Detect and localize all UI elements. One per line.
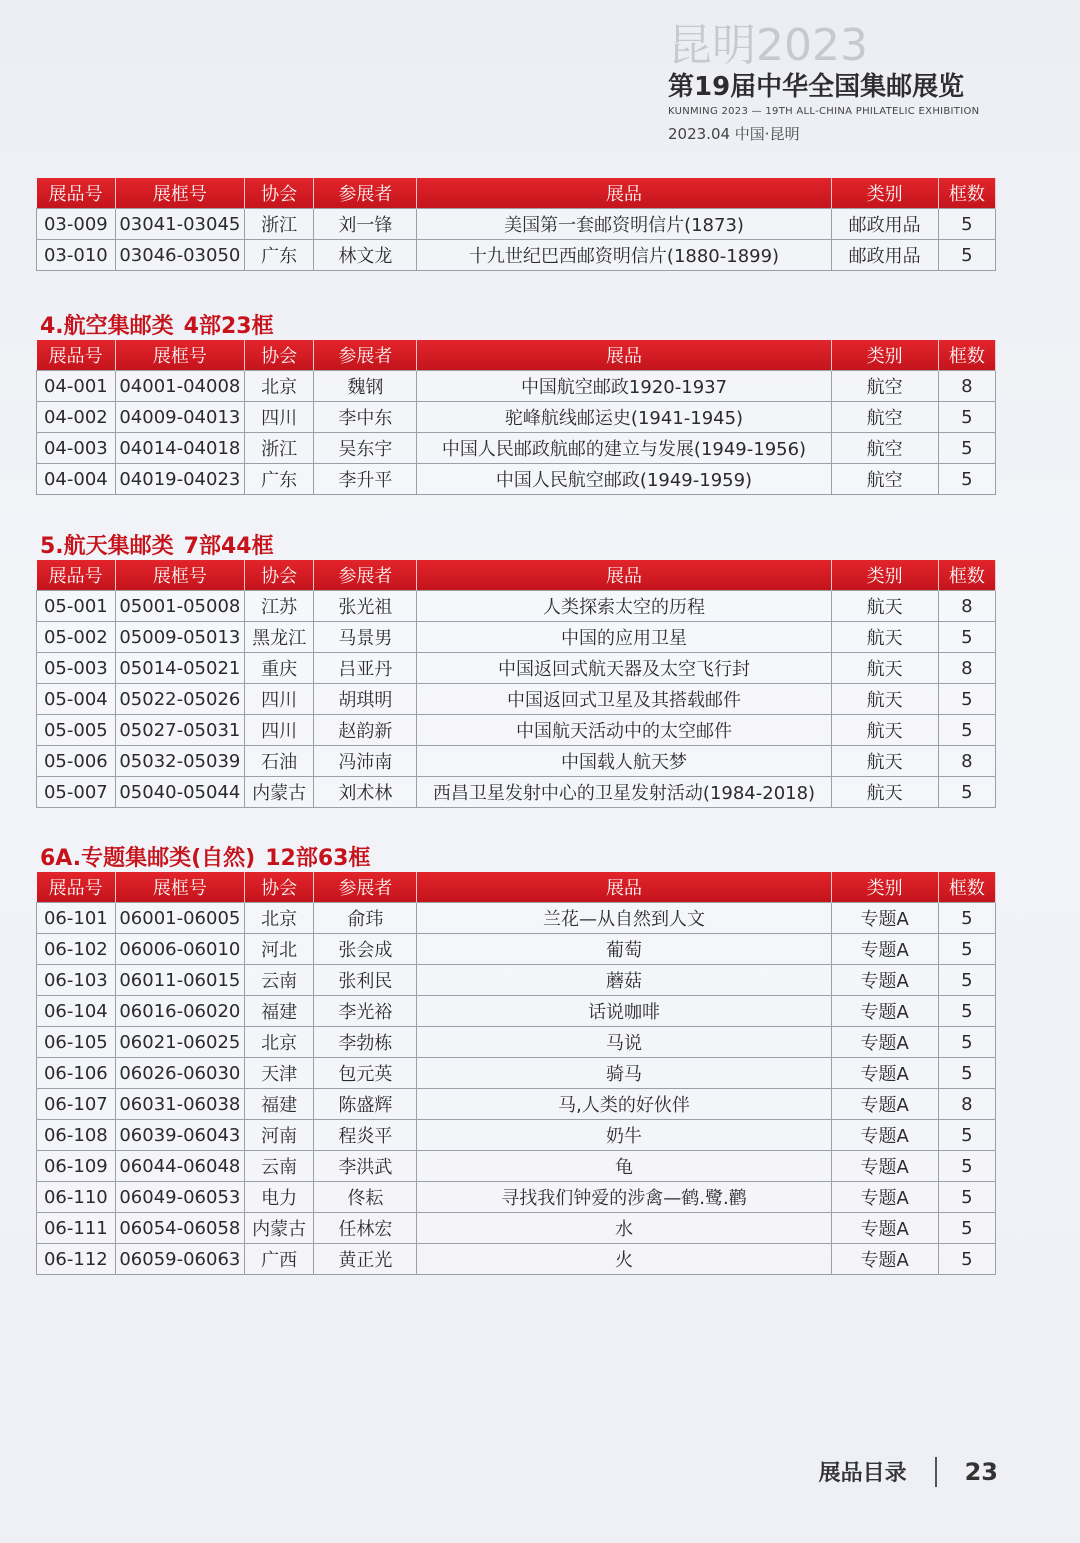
section-count: 12部63框 (265, 846, 371, 871)
cell-exhibitor: 冯沛南 (314, 746, 417, 777)
cell-exhibitor: 李勃栋 (314, 1027, 417, 1058)
table-row (37, 934, 996, 965)
cell-category: 航天 (831, 715, 938, 746)
cell-frame-no: 05001-05008 (115, 591, 244, 622)
exhibition-header (668, 22, 998, 144)
cell-category: 邮政用品 (831, 209, 938, 240)
column-header-exhibitor: 参展者 (314, 340, 417, 371)
table-row (37, 1151, 996, 1182)
cell-frame-no: 06016-06020 (115, 996, 244, 1027)
cell-exhibitor: 包元英 (314, 1058, 417, 1089)
cell-frame-count: 5 (938, 777, 995, 808)
cell-association: 电力 (245, 1182, 314, 1213)
table-row (37, 433, 996, 464)
column-header-exhibit-title: 展品 (417, 872, 831, 903)
footer-label: 展品目录 (818, 1461, 907, 1486)
column-header-category: 类别 (831, 340, 938, 371)
cell-exhibit-title: 中国返回式卫星及其搭载邮件 (417, 684, 831, 715)
column-header-exhibit-no: 展品号 (37, 340, 116, 371)
table-row (37, 1089, 996, 1120)
cell-exhibit-title: 马,人类的好伙伴 (417, 1089, 831, 1120)
cell-frame-count: 5 (938, 1213, 995, 1244)
column-header-exhibit-title: 展品 (417, 340, 831, 371)
column-header-exhibit-title: 展品 (417, 178, 831, 209)
cell-frame-count: 5 (938, 1120, 995, 1151)
cell-exhibitor: 魏钢 (314, 371, 417, 402)
cell-frame-count: 5 (938, 402, 995, 433)
cell-exhibit-no: 03-010 (37, 240, 116, 271)
cell-exhibit-no: 06-104 (37, 996, 116, 1027)
cell-category: 航天 (831, 622, 938, 653)
cell-exhibit-no: 05-002 (37, 622, 116, 653)
cell-frame-no: 05009-05013 (115, 622, 244, 653)
table-row (37, 715, 996, 746)
cell-category: 专题A (831, 1244, 938, 1275)
cell-exhibit-no: 06-108 (37, 1120, 116, 1151)
cell-exhibit-no: 06-101 (37, 903, 116, 934)
section-title (40, 309, 274, 340)
table-row (37, 746, 996, 777)
table-row (37, 591, 996, 622)
cell-exhibitor: 马景男 (314, 622, 417, 653)
footer-divider (935, 1457, 937, 1487)
cell-category: 专题A (831, 1120, 938, 1151)
cell-association: 浙江 (245, 209, 314, 240)
table-header-row (37, 178, 996, 209)
cell-exhibit-title: 寻找我们钟爱的涉禽—鹤.鹭.鹳 (417, 1182, 831, 1213)
section-name: 4.航空集邮类 (40, 314, 174, 339)
cell-exhibitor: 张利民 (314, 965, 417, 996)
cell-exhibit-no: 05-006 (37, 746, 116, 777)
column-header-association: 协会 (245, 178, 314, 209)
cell-category: 专题A (831, 1089, 938, 1120)
column-header-category: 类别 (831, 560, 938, 591)
cell-exhibit-title: 中国的应用卫星 (417, 622, 831, 653)
cell-exhibitor: 李中东 (314, 402, 417, 433)
cell-exhibitor: 俞玮 (314, 903, 417, 934)
cell-association: 内蒙古 (245, 1213, 314, 1244)
cell-frame-count: 5 (938, 934, 995, 965)
cell-association: 四川 (245, 684, 314, 715)
section-name: 6A.专题集邮类(自然) (40, 846, 256, 871)
table-row (37, 1182, 996, 1213)
column-header-frame-no: 展框号 (115, 340, 244, 371)
cell-association: 四川 (245, 402, 314, 433)
table-row (37, 684, 996, 715)
cell-frame-count: 5 (938, 433, 995, 464)
cell-frame-no: 05040-05044 (115, 777, 244, 808)
cell-frame-count: 5 (938, 240, 995, 271)
cell-exhibitor: 刘术林 (314, 777, 417, 808)
cell-exhibit-no: 05-007 (37, 777, 116, 808)
column-header-category: 类别 (831, 872, 938, 903)
cell-category: 专题A (831, 1213, 938, 1244)
cell-category: 航天 (831, 591, 938, 622)
cell-frame-no: 06006-06010 (115, 934, 244, 965)
cell-exhibitor: 张光祖 (314, 591, 417, 622)
cell-frame-count: 5 (938, 622, 995, 653)
table-row (37, 996, 996, 1027)
cell-frame-no: 06026-06030 (115, 1058, 244, 1089)
cell-exhibit-no: 05-003 (37, 653, 116, 684)
cell-exhibitor: 李升平 (314, 464, 417, 495)
table-header-row (37, 560, 996, 591)
cell-category: 专题A (831, 903, 938, 934)
cell-category: 航空 (831, 371, 938, 402)
table-row (37, 965, 996, 996)
cell-exhibit-no: 06-107 (37, 1089, 116, 1120)
column-header-exhibitor: 参展者 (314, 872, 417, 903)
cell-exhibitor: 李洪武 (314, 1151, 417, 1182)
cell-frame-count: 8 (938, 746, 995, 777)
exhibit-table (36, 340, 996, 495)
cell-frame-no: 03046-03050 (115, 240, 244, 271)
table-row (37, 1244, 996, 1275)
cell-frame-no: 05027-05031 (115, 715, 244, 746)
cell-exhibitor: 佟耘 (314, 1182, 417, 1213)
cell-exhibit-title: 水 (417, 1213, 831, 1244)
table-row (37, 622, 996, 653)
column-header-exhibit-no: 展品号 (37, 560, 116, 591)
cell-exhibit-no: 04-003 (37, 433, 116, 464)
cell-frame-no: 03041-03045 (115, 209, 244, 240)
cell-exhibit-title: 中国航天活动中的太空邮件 (417, 715, 831, 746)
cell-category: 航空 (831, 464, 938, 495)
column-header-exhibitor: 参展者 (314, 178, 417, 209)
cell-exhibit-no: 04-001 (37, 371, 116, 402)
cell-frame-no: 06031-06038 (115, 1089, 244, 1120)
cell-association: 广东 (245, 464, 314, 495)
cell-frame-no: 06021-06025 (115, 1027, 244, 1058)
column-header-frame-no: 展框号 (115, 178, 244, 209)
column-header-frame-count: 框数 (938, 178, 995, 209)
cell-association: 广西 (245, 1244, 314, 1275)
cell-exhibitor: 吴东宇 (314, 433, 417, 464)
cell-exhibit-no: 06-103 (37, 965, 116, 996)
table-header-row (37, 872, 996, 903)
cell-frame-count: 5 (938, 903, 995, 934)
column-header-frame-count: 框数 (938, 872, 995, 903)
section-count: 4部23框 (183, 314, 274, 339)
page-number: 23 (964, 1457, 998, 1486)
table-row (37, 903, 996, 934)
cell-category: 专题A (831, 996, 938, 1027)
cell-frame-no: 06001-06005 (115, 903, 244, 934)
cell-frame-count: 5 (938, 1058, 995, 1089)
cell-frame-no: 06049-06053 (115, 1182, 244, 1213)
cell-association: 重庆 (245, 653, 314, 684)
table-row (37, 653, 996, 684)
cell-frame-count: 8 (938, 591, 995, 622)
cell-exhibitor: 任林宏 (314, 1213, 417, 1244)
cell-exhibit-no: 06-109 (37, 1151, 116, 1182)
cell-exhibit-title: 蘑菇 (417, 965, 831, 996)
cell-exhibit-no: 06-110 (37, 1182, 116, 1213)
table-row (37, 777, 996, 808)
exhibit-table (36, 178, 996, 271)
cell-category: 航天 (831, 653, 938, 684)
cell-exhibitor: 吕亚丹 (314, 653, 417, 684)
table-row (37, 464, 996, 495)
table-row (37, 402, 996, 433)
cell-association: 河北 (245, 934, 314, 965)
cell-frame-no: 06044-06048 (115, 1151, 244, 1182)
column-header-frame-no: 展框号 (115, 872, 244, 903)
cell-exhibit-title: 中国人民航空邮政(1949-1959) (417, 464, 831, 495)
cell-exhibit-title: 中国载人航天梦 (417, 746, 831, 777)
cell-exhibit-title: 驼峰航线邮运史(1941-1945) (417, 402, 831, 433)
cell-frame-count: 8 (938, 371, 995, 402)
cell-frame-count: 5 (938, 1244, 995, 1275)
cell-frame-no: 04014-04018 (115, 433, 244, 464)
column-header-category: 类别 (831, 178, 938, 209)
table-row (37, 1058, 996, 1089)
cell-category: 航天 (831, 746, 938, 777)
cell-category: 专题A (831, 1182, 938, 1213)
cell-association: 云南 (245, 965, 314, 996)
cell-exhibitor: 刘一锋 (314, 209, 417, 240)
cell-association: 江苏 (245, 591, 314, 622)
section-title (40, 841, 370, 872)
cell-association: 黑龙江 (245, 622, 314, 653)
cell-category: 专题A (831, 1027, 938, 1058)
cell-frame-count: 5 (938, 996, 995, 1027)
cell-category: 专题A (831, 965, 938, 996)
cell-association: 河南 (245, 1120, 314, 1151)
cell-exhibit-title: 中国航空邮政1920-1937 (417, 371, 831, 402)
header-title: 第19届中华全国集邮展览 (668, 72, 965, 102)
cell-association: 福建 (245, 1089, 314, 1120)
header-date-place: 2023.04 中国·昆明 (668, 125, 800, 143)
column-header-exhibit-title: 展品 (417, 560, 831, 591)
cell-frame-no: 04009-04013 (115, 402, 244, 433)
cell-frame-no: 05032-05039 (115, 746, 244, 777)
column-header-association: 协会 (245, 560, 314, 591)
cell-association: 北京 (245, 371, 314, 402)
cell-frame-count: 5 (938, 464, 995, 495)
column-header-association: 协会 (245, 340, 314, 371)
cell-exhibitor: 张会成 (314, 934, 417, 965)
cell-frame-no: 05022-05026 (115, 684, 244, 715)
cell-association: 云南 (245, 1151, 314, 1182)
column-header-exhibit-no: 展品号 (37, 178, 116, 209)
section-title (40, 529, 274, 560)
cell-exhibit-no: 04-004 (37, 464, 116, 495)
cell-exhibit-title: 兰花—从自然到人文 (417, 903, 831, 934)
table-row (37, 1027, 996, 1058)
cell-association: 浙江 (245, 433, 314, 464)
section-name: 5.航天集邮类 (40, 534, 174, 559)
cell-frame-count: 8 (938, 1089, 995, 1120)
cell-association: 四川 (245, 715, 314, 746)
header-city-year: 昆明2023 (668, 20, 868, 71)
cell-exhibit-no: 06-102 (37, 934, 116, 965)
column-header-exhibitor: 参展者 (314, 560, 417, 591)
cell-exhibitor: 程炎平 (314, 1120, 417, 1151)
cell-exhibit-no: 05-001 (37, 591, 116, 622)
cell-frame-count: 5 (938, 1151, 995, 1182)
cell-exhibitor: 林文龙 (314, 240, 417, 271)
cell-association: 天津 (245, 1058, 314, 1089)
cell-category: 邮政用品 (831, 240, 938, 271)
cell-exhibit-no: 06-105 (37, 1027, 116, 1058)
column-header-frame-count: 框数 (938, 340, 995, 371)
section-count: 7部44框 (183, 534, 274, 559)
cell-exhibit-title: 骑马 (417, 1058, 831, 1089)
cell-category: 航空 (831, 433, 938, 464)
cell-exhibitor: 陈盛辉 (314, 1089, 417, 1120)
cell-frame-count: 5 (938, 1182, 995, 1213)
column-header-association: 协会 (245, 872, 314, 903)
cell-association: 福建 (245, 996, 314, 1027)
cell-frame-no: 04001-04008 (115, 371, 244, 402)
cell-exhibit-title: 西昌卫星发射中心的卫星发射活动(1984-2018) (417, 777, 831, 808)
cell-exhibit-no: 06-111 (37, 1213, 116, 1244)
table-row (37, 1120, 996, 1151)
table-header-row (37, 340, 996, 371)
cell-association: 北京 (245, 1027, 314, 1058)
exhibit-table (36, 560, 996, 808)
cell-association: 石油 (245, 746, 314, 777)
cell-category: 专题A (831, 1058, 938, 1089)
cell-exhibit-title: 龟 (417, 1151, 831, 1182)
cell-exhibit-no: 05-004 (37, 684, 116, 715)
cell-association: 广东 (245, 240, 314, 271)
cell-category: 航天 (831, 777, 938, 808)
cell-exhibit-no: 03-009 (37, 209, 116, 240)
exhibit-table (36, 872, 996, 1275)
cell-frame-no: 06059-06063 (115, 1244, 244, 1275)
table-row (37, 371, 996, 402)
cell-exhibit-no: 06-106 (37, 1058, 116, 1089)
table-row (37, 1213, 996, 1244)
column-header-frame-no: 展框号 (115, 560, 244, 591)
cell-frame-no: 05014-05021 (115, 653, 244, 684)
cell-exhibit-no: 04-002 (37, 402, 116, 433)
page-footer (819, 1456, 998, 1487)
cell-frame-no: 06054-06058 (115, 1213, 244, 1244)
cell-exhibit-no: 05-005 (37, 715, 116, 746)
cell-exhibit-title: 马说 (417, 1027, 831, 1058)
cell-exhibitor: 李光裕 (314, 996, 417, 1027)
cell-category: 专题A (831, 934, 938, 965)
header-english-title: KUNMING 2023 — 19TH ALL-CHINA PHILATELIC EXHIBITION (668, 106, 980, 117)
cell-exhibit-title: 人类探索太空的历程 (417, 591, 831, 622)
cell-exhibit-title: 奶牛 (417, 1120, 831, 1151)
cell-exhibit-title: 中国人民邮政航邮的建立与发展(1949-1956) (417, 433, 831, 464)
cell-exhibit-title: 火 (417, 1244, 831, 1275)
table-row (37, 240, 996, 271)
cell-category: 航天 (831, 684, 938, 715)
cell-frame-count: 5 (938, 965, 995, 996)
column-header-frame-count: 框数 (938, 560, 995, 591)
cell-exhibitor: 胡琪明 (314, 684, 417, 715)
column-header-exhibit-no: 展品号 (37, 872, 116, 903)
cell-category: 专题A (831, 1151, 938, 1182)
cell-exhibit-title: 话说咖啡 (417, 996, 831, 1027)
cell-frame-count: 5 (938, 1027, 995, 1058)
cell-exhibit-title: 葡萄 (417, 934, 831, 965)
cell-exhibit-title: 十九世纪巴西邮资明信片(1880-1899) (417, 240, 831, 271)
cell-frame-no: 06011-06015 (115, 965, 244, 996)
table-row (37, 209, 996, 240)
cell-exhibit-title: 美国第一套邮资明信片(1873) (417, 209, 831, 240)
cell-frame-count: 5 (938, 684, 995, 715)
cell-exhibitor: 黄正光 (314, 1244, 417, 1275)
cell-frame-no: 06039-06043 (115, 1120, 244, 1151)
cell-frame-count: 5 (938, 209, 995, 240)
cell-exhibitor: 赵韵新 (314, 715, 417, 746)
cell-exhibit-no: 06-112 (37, 1244, 116, 1275)
cell-association: 北京 (245, 903, 314, 934)
cell-frame-count: 8 (938, 653, 995, 684)
cell-frame-no: 04019-04023 (115, 464, 244, 495)
cell-association: 内蒙古 (245, 777, 314, 808)
cell-exhibit-title: 中国返回式航天器及太空飞行封 (417, 653, 831, 684)
cell-frame-count: 5 (938, 715, 995, 746)
cell-category: 航空 (831, 402, 938, 433)
